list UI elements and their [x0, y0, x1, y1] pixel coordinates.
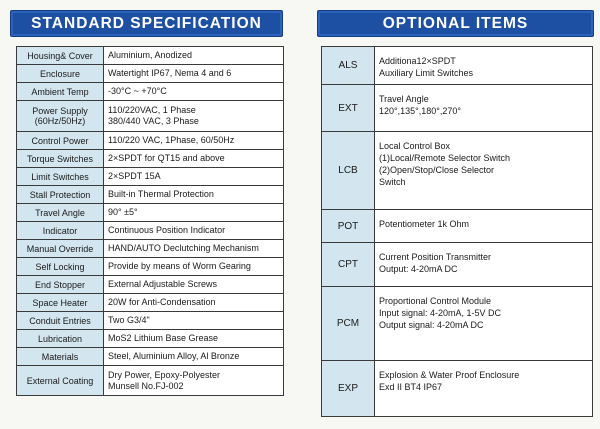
spec-key: Limit Switches	[17, 168, 104, 186]
spec-value-line: Dry Power, Epoxy-Polyester	[108, 369, 221, 380]
spec-key-line: (60Hz/50Hz)	[34, 116, 86, 126]
option-line: Additiona12×SPDT	[379, 56, 456, 66]
option-description	[375, 47, 593, 85]
spec-value	[104, 366, 284, 396]
spec-key: Travel Angle	[17, 204, 104, 222]
option-code: EXP	[322, 361, 375, 417]
option-description	[375, 210, 593, 243]
spec-value: Two G3/4"	[104, 312, 284, 330]
standard-specification-title: STANDARD SPECIFICATION	[10, 10, 283, 37]
option-line: Potentiometer 1k Ohm	[379, 219, 470, 229]
spec-value: 20W for Anti-Condensation	[104, 294, 284, 312]
spec-row	[17, 168, 284, 186]
spec-value: Built-in Thermal Protection	[104, 186, 284, 204]
spec-key: Lubrication	[17, 330, 104, 348]
spec-row	[17, 294, 284, 312]
spec-row	[17, 348, 284, 366]
spec-key: Self Locking	[17, 258, 104, 276]
option-row	[322, 243, 593, 287]
option-code: POT	[322, 210, 375, 243]
spec-key: Stall Protection	[17, 186, 104, 204]
spec-row	[17, 276, 284, 294]
spec-value: External Adjustable Screws	[104, 276, 284, 294]
spec-key: Enclosure	[17, 65, 104, 83]
option-code: LCB	[322, 132, 375, 210]
option-description	[375, 243, 593, 287]
spec-key: Housing& Cover	[17, 47, 104, 65]
spec-value-line: Munsell No.FJ-002	[108, 380, 184, 391]
spec-row	[17, 83, 284, 101]
spec-key: Conduit Entries	[17, 312, 104, 330]
option-code: ALS	[322, 47, 375, 85]
spec-key: Ambient Temp	[17, 83, 104, 101]
spec-value: -30°C ~ +70°C	[104, 83, 284, 101]
optional-items-table	[321, 46, 593, 417]
option-line: Input signal: 4-20mA, 1-5V DC	[379, 308, 502, 318]
spec-value: Steel, Aluminium Alloy, Al Bronze	[104, 348, 284, 366]
spec-row	[17, 132, 284, 150]
spec-value: 2×SPDT for QT15 and above	[104, 150, 284, 168]
spec-value: Continuous Position Indicator	[104, 222, 284, 240]
spec-key-line: Power Supply	[32, 106, 88, 116]
spec-key: Manual Override	[17, 240, 104, 258]
spec-value: HAND/AUTO Declutching Mechanism	[104, 240, 284, 258]
option-row	[322, 287, 593, 361]
spec-key: External Coating	[17, 366, 104, 396]
spec-row	[17, 186, 284, 204]
option-line: Current Position Transmitter	[379, 252, 492, 262]
spec-key: Space Heater	[17, 294, 104, 312]
spec-value: 90° ±5°	[104, 204, 284, 222]
spec-key: End Stopper	[17, 276, 104, 294]
spec-row	[17, 101, 284, 132]
spec-value	[104, 101, 284, 132]
option-line: Output: 4-20mA DC	[379, 264, 458, 274]
spec-row	[17, 240, 284, 258]
spec-key: Indicator	[17, 222, 104, 240]
option-description	[375, 361, 593, 417]
spec-row	[17, 47, 284, 65]
spec-row	[17, 65, 284, 83]
spec-row	[17, 258, 284, 276]
standard-specification-table	[16, 46, 284, 396]
spec-row	[17, 204, 284, 222]
spec-row	[17, 312, 284, 330]
option-line: (1)Local/Remote Selector Switch	[379, 153, 511, 163]
option-line: Exd II BT4 IP67	[379, 382, 443, 392]
option-code: CPT	[322, 243, 375, 287]
option-code: EXT	[322, 85, 375, 132]
option-row	[322, 47, 593, 85]
spec-value: Provide by means of Worm Gearing	[104, 258, 284, 276]
spec-value: 2×SPDT 15A	[104, 168, 284, 186]
spec-key: Torque Switches	[17, 150, 104, 168]
option-line: Proportional Control Module	[379, 296, 492, 306]
spec-key: Control Power	[17, 132, 104, 150]
spec-value: 110/220 VAC, 1Phase, 60/50Hz	[104, 132, 284, 150]
spec-key	[17, 101, 104, 132]
option-row	[322, 210, 593, 243]
option-row	[322, 85, 593, 132]
spec-row	[17, 222, 284, 240]
option-description	[375, 132, 593, 210]
spec-value: Watertight IP67, Nema 4 and 6	[104, 65, 284, 83]
option-line: Output signal: 4-20mA DC	[379, 320, 484, 330]
spec-value: MoS2 Lithium Base Grease	[104, 330, 284, 348]
option-line: Explosion & Water Proof Enclosure	[379, 370, 520, 380]
spec-key: Materials	[17, 348, 104, 366]
option-line: Auxiliary Limit Switches	[379, 68, 474, 78]
spec-row	[17, 150, 284, 168]
spec-value: Aluminium, Anodized	[104, 47, 284, 65]
option-row	[322, 361, 593, 417]
spec-row	[17, 330, 284, 348]
spec-row	[17, 366, 284, 396]
spec-value-line: 380/440 VAC, 3 Phase	[108, 116, 199, 126]
option-code: PCM	[322, 287, 375, 361]
optional-items-title: OPTIONAL ITEMS	[317, 10, 594, 37]
option-description	[375, 85, 593, 132]
option-description	[375, 287, 593, 361]
option-row	[322, 132, 593, 210]
option-line: Travel Angle	[379, 94, 429, 104]
option-line: Local Control Box	[379, 141, 451, 151]
option-line: (2)Open/Stop/Close Selector	[379, 165, 495, 175]
option-line: Switch	[379, 177, 406, 187]
option-line: 120°,135°,180°,270°	[379, 106, 461, 116]
spec-value-line: 110/220VAC, 1 Phase	[108, 105, 196, 115]
